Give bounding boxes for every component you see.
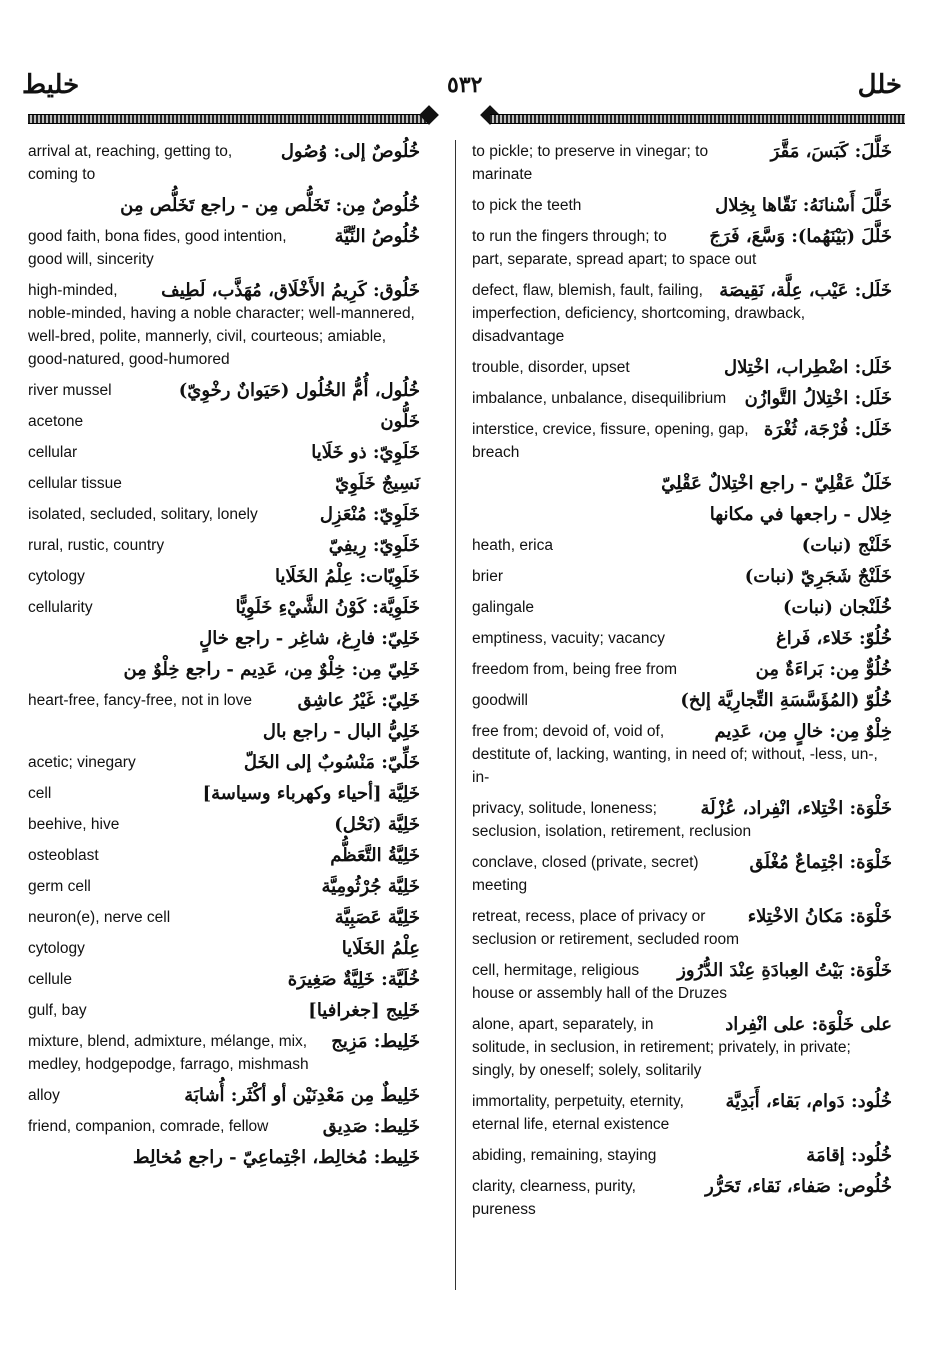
dictionary-entry	[472, 720, 892, 789]
english-definition: gulf, bay	[28, 1002, 87, 1019]
right-column	[472, 140, 892, 1229]
arabic-headword: خُلَنْجان (نبات)	[782, 597, 892, 618]
dictionary-entry	[28, 379, 420, 402]
english-definition: mixture, blend, admixture, mélange, mix, medley, hodgepodge, farrago, mishmash	[28, 1033, 309, 1073]
dictionary-entry	[28, 194, 420, 217]
arabic-headword: خَلِّيّ: مَنْسُوبٌ إلى الخَلّ	[243, 752, 420, 773]
arabic-headword: خِلْوٌ مِن: خالٍ مِن، عَدِيم	[714, 721, 892, 742]
english-definition: emptiness, vacuity; vacancy	[472, 630, 665, 647]
english-definition: acetone	[28, 413, 84, 430]
english-definition: arrival at, reaching, getting to, coming to	[28, 143, 233, 183]
english-definition: rural, rustic, country	[28, 537, 165, 554]
dictionary-entry	[28, 279, 420, 371]
english-definition: freedom from, being free from	[472, 661, 678, 678]
english-definition: isolated, secluded, solitary, lonely	[28, 506, 258, 523]
dictionary-entry	[28, 1084, 420, 1107]
arabic-headword: خُلُود: إقامَة	[806, 1145, 892, 1166]
dictionary-entry	[28, 999, 420, 1022]
arabic-headword: خَلِيُّ البال - راجع بال	[262, 721, 420, 742]
arabic-headword: خَلَنْج (نبات)	[801, 535, 892, 556]
arabic-headword: خَلِيّ: فارِغ، شاغِر - راجع خالٍ	[199, 628, 420, 649]
english-definition: germ cell	[28, 878, 91, 895]
dictionary-entry	[28, 937, 420, 960]
arabic-headword: خَلَل: فُرْجَة، ثُغْرَة	[763, 419, 892, 440]
english-definition: friend, companion, comrade, fellow	[28, 1118, 269, 1135]
dictionary-entry	[28, 782, 420, 805]
english-definition: alone, apart, separately, in solitude, in seclusion, in retirement; privately, in private; singly, by oneself; solely, solitarily	[472, 1016, 851, 1079]
arabic-headword: خَلِيّ: غَيْرُ عاشِق	[297, 690, 420, 711]
dictionary-entry	[472, 627, 892, 650]
dictionary-entry	[472, 851, 892, 897]
english-definition: heath, erica	[472, 537, 553, 554]
dictionary-entry	[472, 658, 892, 681]
dictionary-entry	[28, 534, 420, 557]
english-definition: cellular tissue	[28, 475, 122, 492]
arabic-headword: عِلْمُ الخَلَايا	[341, 938, 420, 959]
english-definition: beehive, hive	[28, 816, 120, 833]
arabic-headword: خَلِيَّة جُرْثُومِيَّة	[321, 876, 420, 897]
arabic-headword: خَلَوِيّ: مُنْعَزِل	[319, 504, 420, 525]
arabic-headword: خَلَّلَ (بَيْنَهُما): وَسَّعَ، فَرَجَ	[709, 226, 892, 247]
dictionary-entry	[472, 1175, 892, 1221]
arabic-headword: خَلَوِيّ: رِيفِيّ	[328, 535, 420, 556]
dictionary-entry	[28, 720, 420, 743]
dictionary-entry	[28, 565, 420, 588]
arabic-headword: خَلَوِيّات: عِلْمُ الخَلَايا	[274, 566, 420, 587]
english-definition: alloy	[28, 1087, 60, 1104]
english-definition: imbalance, unbalance, disequilibrium	[472, 390, 727, 407]
arabic-headword: خَلْوَة: اجْتِماعٌ مُغْلَق	[749, 852, 892, 873]
dictionary-entry	[472, 503, 892, 526]
english-definition: cell	[28, 785, 52, 802]
english-definition: high-minded, noble-minded, having a noble character; well-mannered, well-bred, polite, mannerly, civil, courteous; amiable, good-natured, good-humored	[28, 282, 415, 368]
dictionary-entry	[28, 441, 420, 464]
english-definition: to pick the teeth	[472, 197, 582, 214]
arabic-headword: خَلَّلَ أَسْنانَهُ: نَقّاها بِخِلال	[715, 195, 892, 216]
arabic-headword: خَلَل: عَيْب، عِلَّة، نَقِيصَة	[719, 280, 892, 301]
arabic-headword: خُلُوّ (المُؤَسَّسَةِ التِّجارِيَّة إلخ)	[680, 690, 892, 711]
english-definition: acetic; vinegary	[28, 754, 136, 771]
english-definition: to pickle; to preserve in vinegar; to marinate	[472, 143, 709, 183]
arabic-headword: خَلَوِيّ: ذو خَلَايا	[311, 442, 420, 463]
dictionary-entry	[28, 596, 420, 619]
dictionary-entry	[472, 194, 892, 217]
dictionary-entry	[472, 1013, 892, 1082]
arabic-headword: خَلْوَة: اخْتِلاء، انْفِراد، عُزْلَة	[700, 798, 892, 819]
arabic-headword: خَلْوَة: بَيْتُ العِبادَةِ عِنْدَ الدُّرُوز	[677, 960, 892, 981]
english-definition: cellular	[28, 444, 78, 461]
english-definition: defect, flaw, blemish, fault, failing, imperfection, deficiency, shortcoming, drawback, disadvantage	[472, 282, 806, 345]
english-definition: cellularity	[28, 599, 93, 616]
right-guide-word: خلل	[857, 70, 902, 100]
arabic-headword: خَلِيط: صَدِيق	[322, 1116, 420, 1137]
arabic-headword: خَلُوق: كَرِيمُ الأَخْلَاق، مُهَذَّب، لَطِيف	[161, 280, 420, 301]
english-definition: immortality, perpetuity, eternity, eternal life, eternal existence	[472, 1093, 684, 1133]
header-rule-left	[28, 114, 428, 124]
arabic-headword: خَلِيّ مِن: خِلْوٌ مِن، عَدِيم - راجع خِلْوٌ مِن	[123, 659, 420, 680]
dictionary-entry	[28, 844, 420, 867]
left-column	[28, 140, 420, 1177]
left-guide-word: خليط	[22, 70, 80, 100]
dictionary-entry	[28, 503, 420, 526]
english-definition: osteoblast	[28, 847, 99, 864]
dictionary-entry	[28, 627, 420, 650]
dictionary-entry	[28, 906, 420, 929]
arabic-headword: خَلِيَّةُ التَّعَظُّم	[330, 845, 420, 866]
english-definition: heart-free, fancy-free, not in love	[28, 692, 253, 709]
dictionary-entry	[28, 1146, 420, 1169]
english-definition: abiding, remaining, staying	[472, 1147, 657, 1164]
english-definition: interstice, crevice, fissure, opening, gap, breach	[472, 421, 749, 461]
dictionary-entry	[472, 356, 892, 379]
arabic-headword: خُلُوٌّ مِن: بَراءَةٌ مِن	[755, 659, 892, 680]
arabic-headword: خَلَل: اضْطِراب، اخْتِلال	[723, 357, 892, 378]
arabic-headword: خَلِيج [جغرافيا]	[308, 1000, 420, 1021]
arabic-headword: خَلْوَة: مَكانُ الاخْتِلاء	[747, 906, 892, 927]
arabic-headword: خَلِيط: مُخالِط، اجْتِماعِيّ - راجع مُخالِط	[132, 1147, 420, 1168]
english-definition: cytology	[28, 568, 85, 585]
english-definition: privacy, solitude, loneness; seclusion, isolation, retirement, reclusion	[472, 800, 752, 840]
dictionary-entry	[472, 797, 892, 843]
header-rule-right	[490, 114, 905, 124]
page-number: ٥٣٢	[447, 72, 483, 98]
dictionary-entry	[472, 596, 892, 619]
arabic-headword: خُلُوصُ النِّيَّة	[334, 226, 420, 247]
dictionary-entry	[472, 534, 892, 557]
english-definition: retreat, recess, place of privacy or seclusion or retirement, secluded room	[472, 908, 740, 948]
arabic-headword: خُلَيَّة: خَلِيَّةٌ صَغِيرَة	[287, 969, 420, 990]
arabic-headword: خَلُّون	[380, 411, 420, 432]
arabic-headword: خُلُول، أُمُّ الخُلُول (حَيَوانٌ رخْوِيّ)	[178, 380, 420, 401]
column-divider	[455, 140, 456, 1290]
arabic-headword: خُلُوصٌ مِن: تَخَلُّص مِن - راجع تَخَلُّص مِن	[120, 195, 420, 216]
arabic-headword: خَلَنْجٌ شَجَرِيّ (نبات)	[744, 566, 892, 587]
english-definition: trouble, disorder, upset	[472, 359, 630, 376]
dictionary-entry	[472, 959, 892, 1005]
dictionary-entry	[28, 658, 420, 681]
arabic-headword: خَلِيَّة (نَحْل)	[334, 814, 420, 835]
arabic-headword: خَلِيَّة عَصَبِيَّة	[334, 907, 420, 928]
english-definition: neuron(e), nerve cell	[28, 909, 171, 926]
english-definition: to run the fingers through; to part, separate, spread apart; to space out	[472, 228, 757, 268]
arabic-headword: خَلَل: اخْتِلالُ التَّوازُن	[744, 388, 892, 409]
arabic-headword: نَسِيجٌ خَلَوِيّ	[335, 473, 420, 494]
arabic-headword: خُلُوصٌ إلى: وُصُول	[280, 141, 420, 162]
dictionary-entry	[28, 472, 420, 495]
dictionary-entry	[28, 1115, 420, 1138]
dictionary-entry	[472, 418, 892, 464]
dictionary-entry	[28, 225, 420, 271]
dictionary-entry	[472, 689, 892, 712]
arabic-headword: خُلُوّ: خَلاء، فَراغ	[776, 628, 892, 649]
dictionary-entry	[28, 689, 420, 712]
dictionary-entry	[28, 968, 420, 991]
dictionary-entry	[28, 751, 420, 774]
english-definition: cytology	[28, 940, 85, 957]
dictionary-entry	[472, 472, 892, 495]
english-definition: galingale	[472, 599, 535, 616]
english-definition: clarity, clearness, purity, pureness	[472, 1178, 636, 1218]
dictionary-entry	[472, 565, 892, 588]
dictionary-entry	[28, 410, 420, 433]
dictionary-entry	[28, 875, 420, 898]
dictionary-entry	[28, 140, 420, 186]
arabic-headword: خُلُوص: صَفاء، نَقاء، تَحَرُّر	[705, 1176, 892, 1197]
english-definition: goodwill	[472, 692, 529, 709]
arabic-headword: خَلِيطٌ مِن مَعْدِنَيْن أو أكْثَر: أُشابَة	[184, 1085, 420, 1106]
dictionary-entry	[472, 225, 892, 271]
arabic-headword: خَلِيط: مَزِيج	[331, 1031, 420, 1052]
dictionary-entry	[472, 140, 892, 186]
english-definition: brier	[472, 568, 504, 585]
arabic-headword: خَلَوِيَّة: كَوْنُ الشَّيْءِ خَلَوِيًّا	[235, 597, 420, 618]
arabic-headword: خَلِيَّة [أحياء وكهرباء وسياسة]	[202, 783, 420, 804]
english-definition: good faith, bona fides, good intention, good will, sincerity	[28, 228, 287, 268]
arabic-headword: خُلُود: دَوام، بَقاء، أَبَدِيَّة	[725, 1091, 892, 1112]
arabic-headword: خِلال - راجعها في مكانها	[709, 504, 892, 525]
english-definition: river mussel	[28, 382, 112, 399]
arabic-headword: على خَلْوَة: على انْفِراد	[725, 1014, 892, 1035]
arabic-headword: خَلَّلَ: كَبَسَ، مَقَّرَ	[770, 141, 892, 162]
page-header	[22, 70, 902, 100]
english-definition: cellule	[28, 971, 72, 988]
dictionary-entry	[472, 905, 892, 951]
arabic-headword: خَلَلٌ عَقْلِيّ - راجع اخْتِلالٌ عَقْلِيّ	[661, 473, 892, 494]
english-definition: conclave, closed (private, secret) meeting	[472, 854, 699, 894]
dictionary-entry	[472, 1090, 892, 1136]
dictionary-entry	[472, 1144, 892, 1167]
english-definition: free from; devoid of, void of, destitute of, lacking, wanting, in need of; without, -less, un-, in-	[472, 723, 878, 786]
dictionary-entry	[28, 1030, 420, 1076]
english-definition: cell, hermitage, religious house or assembly hall of the Druzes	[472, 962, 728, 1002]
dictionary-entry	[472, 387, 892, 410]
dictionary-entry	[472, 279, 892, 348]
dictionary-entry	[28, 813, 420, 836]
